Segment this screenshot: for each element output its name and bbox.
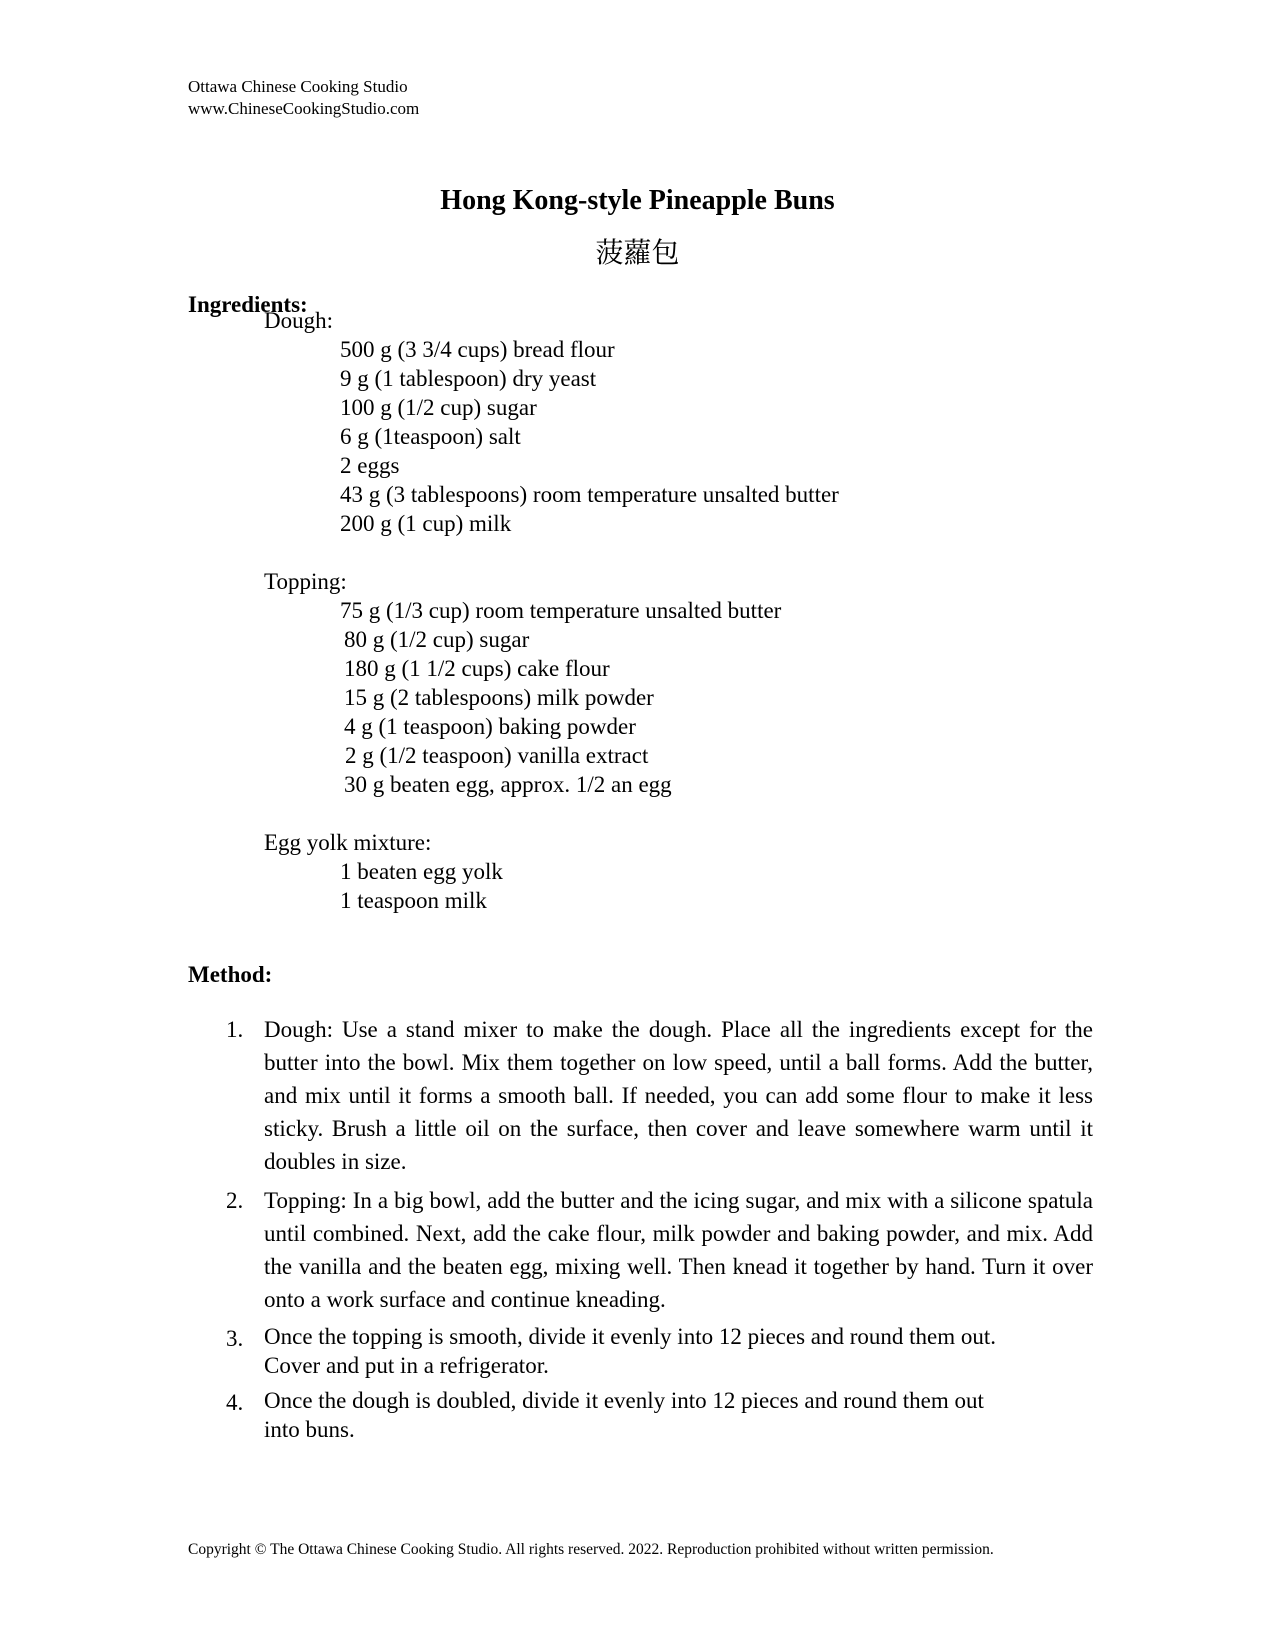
ingredient-item: 6 g (1teaspoon) salt <box>340 424 521 449</box>
method-step <box>188 1013 1093 1178</box>
group-label: Dough: <box>264 308 333 333</box>
method-step <box>188 1322 1093 1380</box>
group-label: Topping: <box>264 569 347 594</box>
ingredient-item: 2 g (1/2 teaspoon) vanilla extract <box>345 743 649 768</box>
ingredient-item: 15 g (2 tablespoons) milk powder <box>344 685 654 710</box>
ingredient-group-egg-yolk <box>188 828 1088 915</box>
step-text: Dough: Use a stand mixer to make the dough. Place all the ingredients except for the butter into the bowl. Mix them together on low speed, until a ball forms. Add the butter, and mix until it forms a smooth ball. If needed, you can add some flour to make it less sticky. Brush a little oil on the surface, then cover and leave somewhere warm until it doubles in size. <box>264 1017 1093 1174</box>
ingredient-item: 500 g (3 3/4 cups) bread flour <box>340 337 615 362</box>
copyright-footer: Copyright © The Ottawa Chinese Cooking Studio. All rights reserved. 2022. Reproduction prohibited without written permission. <box>188 1541 994 1558</box>
method-step <box>188 1386 1093 1444</box>
ingredient-item: 200 g (1 cup) milk <box>340 511 512 536</box>
step-number: 4. <box>226 1390 244 1415</box>
recipe-title: Hong Kong-style Pineapple Buns <box>440 185 835 216</box>
method-step <box>188 1184 1093 1316</box>
ingredient-item: 1 beaten egg yolk <box>340 859 503 884</box>
group-items <box>340 335 1088 538</box>
ingredient-item: 43 g (3 tablespoons) room temperature unsalted butter <box>340 482 839 507</box>
ingredients-heading: Ingredients: <box>188 292 308 317</box>
ingredient-group-dough <box>188 306 1088 538</box>
step-text: Once the topping is smooth, divide it evenly into 12 pieces and round them out. Cover and put in a refrigerator. <box>264 1324 997 1378</box>
group-items <box>340 857 1088 915</box>
page-header <box>188 76 419 120</box>
step-text: Once the dough is doubled, divide it evenly into 12 pieces and round them out into buns. <box>264 1388 984 1442</box>
ingredient-group-topping <box>188 567 1088 799</box>
ingredients-list <box>188 306 1088 915</box>
ingredient-item: 100 g (1/2 cup) sugar <box>340 395 537 420</box>
group-label: Egg yolk mixture: <box>264 830 432 855</box>
method-steps <box>188 1013 1093 1450</box>
ingredient-item: 1 teaspoon milk <box>340 888 487 913</box>
step-number: 1. <box>226 1017 244 1042</box>
ingredient-item: 9 g (1 tablespoon) dry yeast <box>340 366 597 391</box>
ingredient-item: 4 g (1 teaspoon) baking powder <box>344 714 636 739</box>
recipe-subtitle-chinese: 菠蘿包 <box>595 236 680 269</box>
step-text: Topping: In a big bowl, add the butter and the icing sugar, and mix with a silicone spatula until combined. Next, add the cake flour, milk powder and baking powder, and mix. Add the vanilla and the beaten egg, mixing well. Then knead it together by hand. Turn it over onto a work surface and continue kneading. <box>264 1188 1093 1312</box>
group-items <box>340 596 1088 799</box>
step-number: 3. <box>226 1326 244 1351</box>
method-heading: Method: <box>188 962 273 987</box>
ingredient-item: 75 g (1/3 cup) room temperature unsalted butter <box>340 598 782 623</box>
ingredient-item: 80 g (1/2 cup) sugar <box>344 627 530 652</box>
step-number: 2. <box>226 1188 244 1213</box>
ingredient-item: 30 g beaten egg, approx. 1/2 an egg <box>344 772 672 797</box>
ingredient-item: 2 eggs <box>340 453 400 478</box>
ingredient-item: 180 g (1 1/2 cups) cake flour <box>344 656 610 681</box>
studio-name: Ottawa Chinese Cooking Studio <box>188 77 408 96</box>
studio-website: www.ChineseCookingStudio.com <box>188 99 420 118</box>
